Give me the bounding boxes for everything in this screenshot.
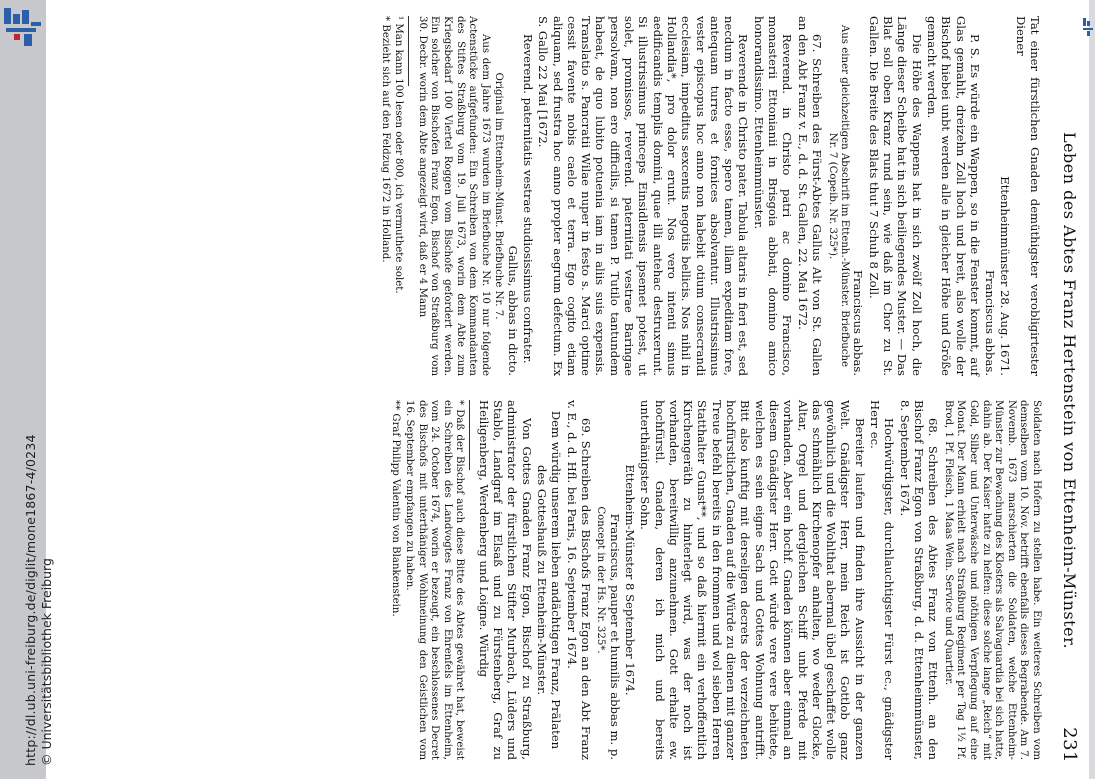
document-heading: 69. Schreiben des Bischofs Franz Egon an den Abt Franz v. E., d. d. Hfl. bei Paris, 16. September 1674. (564, 400, 593, 760)
signature: Gallus, abbas in dicto. (505, 245, 520, 376)
postscript: P. S. Es würde ein Wappen, so in die Fenster kommt, auf Glas gemahlt, dreizehn Zoll hoch und breit, also wolle der Bischof hiebei unbt werden alle in gleicher Höhe und Größe gemacht werden. (924, 16, 982, 376)
viewer-sidebar (0, 0, 54, 779)
page-number: 231 (1059, 727, 1080, 763)
ub-freiburg-logo-icon[interactable] (4, 8, 42, 46)
footnote-divider (408, 16, 409, 86)
address: Reverend. in Christo patri ac domino Francisco, monasterii Ettonianii in Brisgoia abbati, domino amico honorandissimo. Ettenheimmünster. (751, 16, 795, 376)
document-heading: 67. Schreiben des Fürst-Abtes Gallus Alt von St. Gallen an den Abt Franz v. E., d. d. St. Gallen, 22. Mai 1672. (795, 16, 824, 376)
letter-body: Bereiter laufen und finden ihre Aussicht in der ganzen Welt. Gnädigster Herr, mein Reich ist Gottlob ganz gewöhnlich und die Wohlthat abermal übel geschaffet wolle das schmählich Kirchenopfer anhalten, wo weder Glocke, Altar, Orgel und dergleichen Schiff unbt Pferde mit vorhanden. Aber ein hochf. Gnaden können aber einmal an diesem Gnädigster Herr. Gott würde vere vere behütete, welchen es sein eigne Sach und Gottes Wohnung antrifft. Bitt also kunftig mit derseligen decrets der verzeichneten hochfürstlichen, Gnaden auf die Würde zu dienen mit ganzer Treue befehl bereits in den frommen und wol sieben Herren Statthalter Gunst**, und so daß hiermit ein verhoffentlich Kirchengeräth zu hinterlegt wird, was der noch ist vorhanden, bereitwillig anzunehmen. Gott erhalte ew. hochfürstl. Gnaden, deren ich mich und bereits unterthänigster Sohn. (638, 400, 867, 760)
footnote-divider (469, 400, 470, 470)
left-column (377, 16, 1042, 376)
footnote: * Bezieht sich auf den Feldzug 1672 in Holland. (379, 16, 391, 263)
ub-freiburg-mini-icon (1083, 18, 1093, 36)
signature: Franciscus abbas. (851, 269, 866, 376)
paragraph: Soldaten nach Hofern zu stellen habe. Ein weiteres Schreiben vom demselben vom 10. Nov. betrifft ebenfalls dieses Begrabende. Am 7. Novemb. 1673 marschierten die Soldaten, welche Ettenheim-Münster zur Bewachung des Klosters als Salvaguardia bei sich hatte, dahin ab. Der Kaiser hatte zu helfen: diese solche lange „Reich“ mit Gold, Silber und Unterwäsche und nöthigen Verpflegung auf eine Monat. Der Mann erhielt nach Straßburg Regiment per Tag 1½ Pf. Brod, 1 Pf. Fleisch, 1 Maas Wein. Service und Quartier. (942, 400, 1042, 760)
footnote: ¹ Man kann 100 lesen oder 800, ich vermuthete solet. (393, 16, 405, 294)
closing-line: Reverend. paternitatis vestrae studiosissimus confrater. (521, 34, 536, 364)
page-content (142, 8, 1080, 771)
page-title: Leben des Abtes Franz Hertenstein von Ettenheim-Münster. (1060, 131, 1079, 650)
address: Dem würdig unserem lieben andächtigen Franz, Prälaten des Gotteshauß zu Ettenheim-Münster. (534, 410, 564, 750)
scanned-page (142, 8, 1080, 771)
paragraph: Die Höhe des Wappens hat in sich zwölf Zoll hoch, die Länge dieser Scheibe hat in sich beiliegendes Muster. — Das Blat soll oben Kranz rund sein, wie daß im Chor zu St. Gallen. Die Breite des Blats thut 7 Schuh 8 Zoll. (866, 16, 924, 376)
closing-line: Tat einer fürstlichen Gnaden demüthigster verobligirtester Diener (1013, 16, 1042, 376)
salutation: Hochwürdigster, durchlauchtigster Fürst ec., gnädigster Herr ec. (868, 400, 897, 760)
place-date: Ettenheimmünster 28. Aug. 1671. (998, 176, 1013, 376)
footnote: ** Graf Philipp Valentin von Blankenstein. (390, 400, 402, 617)
document-url[interactable]: http://dl.ub.uni-freiburg.de/diglit/mone1867-4/0234 (23, 434, 38, 766)
document-heading: 68. Schreiben des Abtes Franz von Ettenh. an den Bischof Franz Egon von Straßburg, d. d. Ettenheimmünster, 8. September 1674. (897, 400, 941, 760)
latin-letter-body: Reverende in Christo pater. Tabula altaris in fieri est, sed necdum in facto esse, spero tamen, illam expeditam fore, antequam turres et fornices absolvantur. Illustrissimus vester episcopus hoc anno non habebit otium consecrandi ecclesiam, impeditus sexcentis negotiis bellicis. Nos nihil in Hollandia*, pro dolor erunt. Nos vero intenti simus aedificandis templis domini, quae illi antehac destruxerunt. Si illustrissimus princeps Einsidlensis ipsemet potest, ut solet, promissos, reverend. paternitati vestrae Baringae persolvam, non ero difficilis, si tamen P. Tutilo tantundem habeat, de quo lubito potuenia iam in aliis suis expensis. Translatio s. Pancratii Wilae nuper in festo s. Marci optime cessit favente nobis caelo et terra. Ego cogito etiam aliquam, sed frustra hoc anno propter aegrum defectum. Ex S. Gallo 22 Mai [1672. (536, 16, 751, 376)
footnote: * Daß der Bischof auch diese Bitte des Abtes gewähret hat, beweist ein Schreiben des Landvogtes Franz von Ehrenfels im Ettenheim, vom 24. October 1674, worin er bezeugt, ein beschlossenes Decret des Bischofs mit unterthäniger Wohlmeinung den Geistlichen vom 16. September empfangen zu haben. (404, 400, 466, 760)
source-note: Aus einer gleichzeitigen Abschrift im Ettenh.-Münster. Briefbuche Nr. 7 (Copeib. Nr. 325*). (826, 24, 851, 368)
place-date: Ettenheim-Münster 8 September 1674. (623, 464, 638, 696)
signature: Franciscus abbas. (983, 269, 998, 376)
copyright-notice: © Universitätsbibliothek Freiburg (39, 558, 54, 766)
signature: Franciscus, pauper et humilis abbas m. p. (607, 513, 622, 760)
letter-body: Von Gottes Gnaden Franz Egon, Bischof zu Straßburg, administrator der fürstlichen Stifter Murbach, Lüders und Stablo, Landgraf im Elsaß und zu Fürstenberg, Graf zu Heiligenberg, Werdenberg und Loigne. Würdig (476, 400, 534, 760)
paragraph: Aus dem Jahre 1673 wurden im Briefbuche Nr. 10 nur folgende Actenstücke aufgefunden: Ein Schreiben von dem Kommandanten des Stiftes Straßburg vom 19. Juli 1673, worin dem Abte zum Kriegsbedarf 100 Viertel Roggen vom Bischofe gefordert werden. Ein solcher von Bischofen Franz Egon, Bischof von Straßburg vom 30. Decbr. worin dem Abte angezeigt wird, daß er 4 Mann (416, 16, 491, 376)
viewer-right-edge (1089, 0, 1095, 779)
source-note: Concept in der Hs. Nr. 325*. (595, 506, 607, 654)
source-note: Original im Ettenheim-Münst. Briefbuche Nr. 7. (493, 72, 505, 320)
running-head (1052, 18, 1080, 763)
right-column (388, 400, 1042, 760)
